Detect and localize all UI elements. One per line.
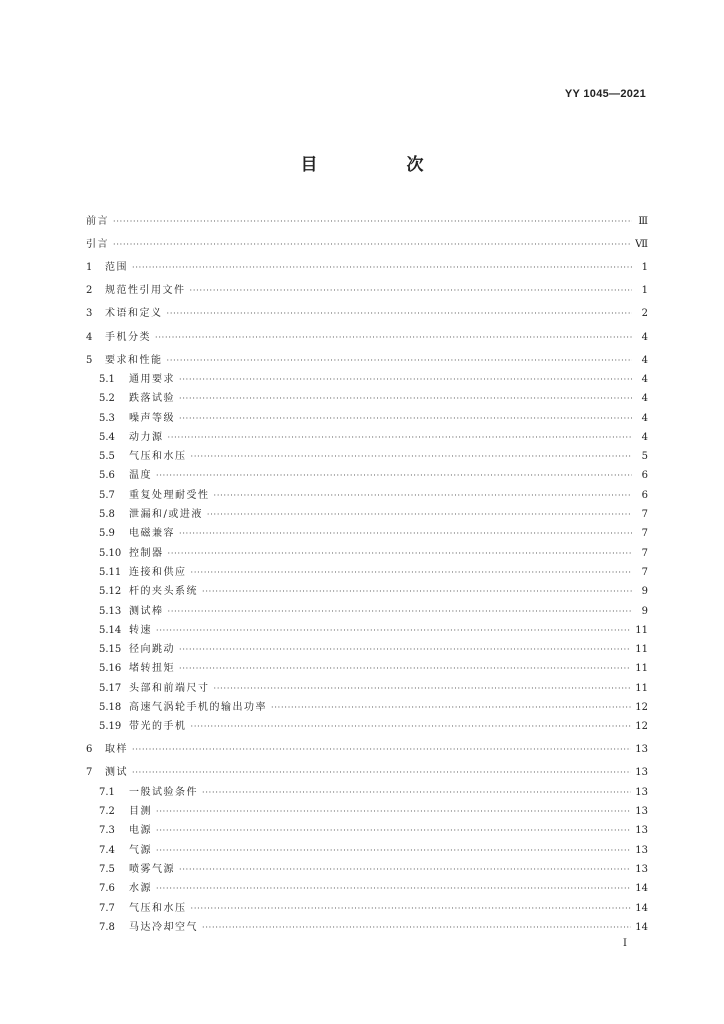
toc-leader-dots	[179, 663, 631, 675]
toc-entry-page: 13	[635, 825, 648, 837]
toc-entry-number: 5.4	[99, 431, 115, 443]
toc-entry-label: 控制器	[129, 547, 164, 559]
toc-entry-number: 4	[86, 331, 93, 343]
toc-entry[interactable]	[86, 876, 648, 895]
toc-entry-label: 术语和定义	[105, 308, 163, 320]
toc-entry-page: 13	[635, 744, 648, 756]
toc-leader-dots	[271, 702, 631, 714]
toc-entry-label: 噪声等级	[129, 412, 175, 424]
toc-leader-dots	[191, 451, 633, 463]
toc-entry[interactable]	[86, 675, 648, 694]
toc-entry-page: 7	[641, 566, 648, 578]
toc-entry-page: 4	[641, 331, 648, 343]
toc-entry-label: 取样	[105, 744, 128, 756]
toc-entry[interactable]	[86, 320, 648, 343]
toc-entry-label: 马达冷却空气	[129, 921, 198, 933]
toc-entry-label: 测试棒	[129, 605, 164, 617]
toc-entry[interactable]	[86, 857, 648, 876]
toc-entry-label: 气压和水压	[129, 451, 187, 463]
toc-entry-page: 6	[641, 470, 648, 482]
toc-entry-page: 12	[635, 721, 648, 733]
toc-entry-label: 杆的夹头系统	[129, 586, 198, 598]
toc-entry-number: 5.14	[99, 624, 122, 636]
toc-entry-number: 5.8	[99, 509, 115, 521]
page-title: 目 次	[300, 155, 460, 175]
toc-entry-number: 7.6	[99, 883, 115, 895]
toc-entry-number: 7	[86, 767, 93, 779]
toc-entry-number: 5.17	[99, 682, 122, 694]
toc-entry-label: 气源	[129, 844, 152, 856]
toc-entry-label: 头部和前端尺寸	[129, 682, 210, 694]
toc-leader-dots	[168, 606, 633, 618]
toc-leader-dots	[214, 683, 632, 695]
toc-entry-page: 2	[641, 308, 648, 320]
toc-leader-dots	[132, 262, 632, 274]
toc-entry-number: 5.18	[99, 702, 122, 713]
toc-entry-number: 5.9	[99, 528, 115, 540]
toc-leader-dots	[207, 509, 632, 521]
toc-entry[interactable]	[86, 579, 648, 598]
toc-entry-page: 7	[641, 509, 648, 521]
toc-entry-label: 重复处理耐受性	[129, 489, 210, 501]
toc-entry-page: 11	[635, 644, 648, 656]
toc-leader-dots	[179, 413, 632, 425]
toc-entry-label: 温度	[129, 470, 152, 482]
toc-entry-label: 喷雾气源	[129, 863, 175, 875]
toc-entry-label: 跌落试验	[129, 393, 175, 405]
toc-entry[interactable]	[86, 733, 648, 756]
toc-entry-page: 4	[641, 431, 648, 443]
toc-entry-number: 5.5	[99, 451, 115, 463]
toc-entry[interactable]	[86, 779, 648, 798]
toc-leader-dots	[167, 308, 633, 320]
toc-entry-label: 手机分类	[105, 331, 151, 343]
toc-entry-page: 7	[641, 528, 648, 540]
toc-entry[interactable]	[86, 895, 648, 914]
toc-entry[interactable]	[86, 367, 648, 386]
toc-entry[interactable]	[86, 695, 648, 714]
toc-entry-page: 4	[641, 373, 648, 385]
toc-entry[interactable]	[86, 386, 648, 405]
toc-entry[interactable]	[86, 714, 648, 733]
toc-entry-page: 4	[641, 393, 648, 405]
page-folio: I	[623, 938, 627, 949]
toc-entry-label: 水源	[129, 883, 152, 895]
toc-entry-number: 5.13	[99, 605, 122, 617]
toc-entry-number: 1	[86, 262, 93, 274]
toc-entry-number: 7.8	[99, 921, 115, 933]
toc-leader-dots	[179, 528, 632, 540]
toc-leader-dots	[202, 586, 632, 598]
toc-leader-dots	[156, 883, 631, 895]
toc-entry-page: 4	[641, 412, 648, 424]
toc-entry-page: 9	[641, 586, 648, 598]
toc-entry-label: 连接和供应	[129, 566, 187, 578]
toc-entry[interactable]	[86, 560, 648, 579]
toc-entry-number: 7.5	[99, 863, 115, 875]
toc-entry[interactable]	[86, 837, 648, 856]
toc-entry-label: 高速气涡轮手机的输出功率	[129, 702, 267, 713]
toc-entry-number: 6	[86, 744, 93, 756]
toc-entry[interactable]	[86, 915, 648, 934]
toc-leader-dots	[191, 567, 633, 579]
toc-entry-number: 5.7	[99, 489, 115, 501]
toc-entry-page: 14	[635, 921, 648, 933]
toc-entry-page: 12	[635, 702, 648, 713]
toc-entry-number: 5.12	[99, 586, 122, 598]
toc-leader-dots	[202, 787, 631, 799]
toc-leader-dots	[179, 644, 631, 656]
toc-entry[interactable]	[86, 521, 648, 540]
toc-entry-number: 5.3	[99, 412, 115, 424]
toc-entry-number: 3	[86, 308, 93, 320]
toc-entry[interactable]	[86, 251, 648, 274]
toc-entry-number: 5.11	[99, 566, 122, 578]
toc-leader-dots	[132, 767, 631, 779]
toc-entry[interactable]	[86, 656, 648, 675]
toc-entry-number: 5.16	[99, 663, 122, 675]
toc-entry[interactable]	[86, 540, 648, 559]
toc-entry-label: 堵转扭矩	[129, 663, 175, 675]
toc-entry[interactable]	[86, 482, 648, 501]
toc-entry-label: 测试	[105, 767, 128, 779]
toc-entry[interactable]	[86, 618, 648, 637]
toc-leader-dots	[156, 845, 631, 857]
toc-entry-label: 电源	[129, 825, 152, 837]
toc-entry-page: 13	[635, 806, 648, 818]
toc-entry-page: 5	[641, 451, 648, 463]
toc-entry-number: 5.6	[99, 470, 115, 482]
toc-entry-page: 1	[641, 262, 648, 274]
toc-entry-page: 6	[641, 489, 648, 501]
toc-leader-dots	[179, 393, 632, 405]
toc-entry-page: 4	[641, 354, 648, 366]
toc-entry-label: 要求和性能	[105, 354, 163, 366]
toc-entry[interactable]	[86, 463, 648, 482]
toc-entry-number: 7.3	[99, 825, 115, 837]
toc-leader-dots	[191, 721, 632, 733]
toc-entry-label: 径向跳动	[129, 644, 175, 656]
toc-leader-dots	[113, 239, 631, 251]
table-of-contents	[86, 205, 648, 934]
toc-entry[interactable]	[86, 756, 648, 779]
toc-entry-number: 5.2	[99, 393, 115, 405]
toc-entry-page: 13	[635, 844, 648, 856]
toc-entry-page: 11	[635, 663, 648, 675]
toc-entry-page: 11	[635, 624, 648, 636]
toc-leader-dots	[168, 548, 633, 560]
toc-entry-label: 转速	[129, 624, 152, 636]
toc-entry-page: 13	[635, 786, 648, 798]
toc-entry[interactable]	[86, 405, 648, 424]
toc-entry-page: 13	[635, 767, 648, 779]
toc-leader-dots	[155, 332, 632, 344]
toc-entry-number: 2	[86, 285, 93, 297]
toc-entry[interactable]	[86, 425, 648, 444]
toc-entry-label: 前言	[86, 216, 109, 228]
toc-entry-label: 一般试验条件	[129, 786, 198, 798]
toc-entry[interactable]	[86, 228, 648, 251]
toc-entry-label: 通用要求	[129, 373, 175, 385]
toc-leader-dots	[132, 744, 631, 756]
toc-entry-page: 14	[635, 902, 648, 914]
toc-entry-number: 5	[86, 354, 93, 366]
toc-leader-dots	[191, 903, 632, 915]
toc-entry-page: 9	[641, 605, 648, 617]
toc-entry[interactable]	[86, 344, 648, 367]
toc-leader-dots	[214, 490, 633, 502]
toc-entry-page: Ⅲ	[638, 216, 648, 228]
toc-entry[interactable]	[86, 799, 648, 818]
toc-entry-number: 5.19	[99, 721, 122, 733]
toc-entry[interactable]	[86, 637, 648, 656]
toc-leader-dots	[156, 825, 631, 837]
toc-entry-page: Ⅶ	[635, 239, 648, 251]
toc-entry[interactable]	[86, 297, 648, 320]
toc-entry-label: 引言	[86, 239, 109, 251]
toc-entry-label: 气压和水压	[129, 902, 187, 914]
toc-entry[interactable]	[86, 818, 648, 837]
toc-entry-page: 13	[635, 863, 648, 875]
standard-number: YY 1045—2021	[564, 88, 646, 100]
toc-entry-number: 5.1	[99, 373, 115, 385]
toc-entry[interactable]	[86, 502, 648, 521]
toc-leader-dots	[202, 922, 631, 934]
toc-entry[interactable]	[86, 205, 648, 228]
toc-entry-label: 范围	[105, 262, 128, 274]
toc-entry-label: 动力源	[129, 431, 164, 443]
toc-leader-dots	[167, 355, 633, 367]
toc-entry-number: 7.7	[99, 902, 115, 914]
toc-entry-number: 7.1	[99, 786, 115, 798]
toc-entry-label: 带光的手机	[129, 721, 187, 733]
toc-entry[interactable]	[86, 274, 648, 297]
toc-leader-dots	[156, 806, 631, 818]
toc-entry-page: 1	[641, 285, 648, 297]
toc-entry-page: 7	[641, 547, 648, 559]
toc-entry[interactable]	[86, 444, 648, 463]
toc-leader-dots	[168, 432, 633, 444]
toc-entry-number: 5.15	[99, 644, 122, 656]
toc-entry-page: 11	[635, 682, 648, 694]
toc-entry-label: 目测	[129, 806, 152, 818]
toc-leader-dots	[156, 470, 632, 482]
toc-entry-number: 7.2	[99, 806, 115, 818]
toc-entry-label: 泄漏和/或进液	[129, 509, 203, 521]
toc-entry-page: 14	[635, 883, 648, 895]
toc-leader-dots	[179, 374, 632, 386]
toc-entry-number: 5.10	[99, 547, 122, 559]
toc-entry-label: 规范性引用文件	[105, 285, 186, 297]
toc-entry[interactable]	[86, 598, 648, 617]
toc-entry-number: 7.4	[99, 844, 115, 856]
toc-leader-dots	[156, 625, 631, 637]
toc-leader-dots	[113, 216, 632, 228]
toc-leader-dots	[179, 864, 631, 876]
toc-entry-label: 电磁兼容	[129, 528, 175, 540]
toc-leader-dots	[190, 285, 633, 297]
